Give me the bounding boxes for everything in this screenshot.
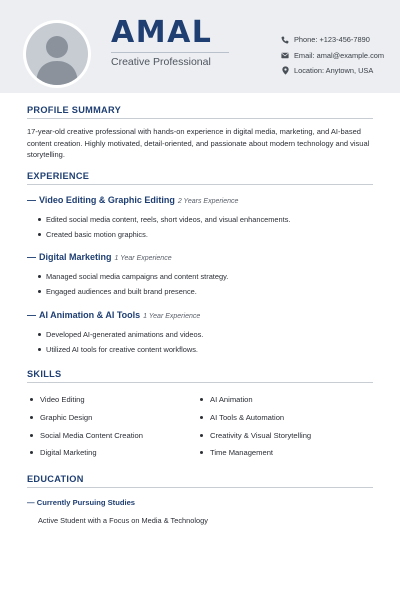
map-pin-icon bbox=[280, 66, 290, 76]
header-band bbox=[0, 0, 400, 93]
job-title-digital-marketing: — Digital Marketing 1 Year Experience bbox=[27, 252, 172, 262]
list-item: Utilized AI tools for creative content workflows. bbox=[38, 344, 203, 359]
envelope-icon bbox=[280, 50, 290, 60]
candidate-name: AMAL bbox=[111, 15, 213, 50]
list-item: Created basic motion graphics. bbox=[38, 229, 290, 244]
list-item: Social Media Content Creation bbox=[30, 430, 143, 448]
education-heading: EDUCATION bbox=[27, 474, 84, 484]
profile-summary-divider bbox=[27, 118, 373, 119]
skills-right-list bbox=[200, 394, 311, 465]
skills-heading: SKILLS bbox=[27, 369, 62, 379]
education-item-title-text: Currently Pursuing Studies bbox=[36, 498, 136, 507]
user-silhouette-icon bbox=[26, 23, 88, 85]
contact-location bbox=[280, 63, 384, 79]
profile-summary-text: 17-year-old creative professional with hands-on experience in digital media, marketing, and AI-based content creation. Highly motivated, detail-oriented, and passionate about modern technology and visual storytelling. bbox=[27, 127, 370, 159]
list-item: Edited social media content, reels, short videos, and visual enhancements. bbox=[38, 214, 290, 229]
skills-left-list bbox=[30, 394, 143, 465]
list-item: Video Editing bbox=[30, 394, 143, 412]
list-item: AI Animation bbox=[200, 394, 311, 412]
job-bullets-digital-marketing bbox=[38, 271, 228, 300]
job-title-video-editing: — Video Editing & Graphic Editing 2 Years Experience bbox=[27, 195, 239, 205]
list-item: Developed AI-generated animations and videos. bbox=[38, 329, 203, 344]
job-title-text: AI Animation & AI Tools bbox=[39, 310, 141, 320]
phone-icon bbox=[280, 35, 290, 45]
avatar bbox=[23, 20, 91, 88]
contact-phone bbox=[280, 32, 384, 48]
skills-divider bbox=[27, 382, 373, 383]
list-item: Creativity & Visual Storytelling bbox=[200, 430, 311, 448]
candidate-role: Creative Professional bbox=[111, 56, 211, 68]
list-item: Graphic Design bbox=[30, 412, 143, 430]
education-item-title: — Currently Pursuing Studies bbox=[27, 498, 136, 507]
job-title-ai-animation: — AI Animation & AI Tools 1 Year Experience bbox=[27, 310, 201, 320]
job-duration: 1 Year Experience bbox=[143, 313, 201, 320]
email-text: Email: amal@example.com bbox=[294, 50, 385, 60]
experience-heading: EXPERIENCE bbox=[27, 171, 90, 181]
list-item: Digital Marketing bbox=[30, 447, 143, 465]
contact-email bbox=[280, 48, 384, 64]
name-divider bbox=[111, 52, 229, 53]
phone-text: Phone: +123-456-7890 bbox=[294, 35, 370, 45]
list-item: Engaged audiences and built brand presence. bbox=[38, 286, 228, 301]
job-bullets-ai-animation bbox=[38, 329, 203, 358]
job-bullets-video-editing bbox=[38, 214, 290, 243]
experience-divider bbox=[27, 184, 373, 185]
list-item: Time Management bbox=[200, 447, 311, 465]
profile-summary-heading: PROFILE SUMMARY bbox=[27, 105, 121, 115]
contact-block bbox=[280, 32, 384, 79]
job-duration: 2 Years Experience bbox=[177, 198, 239, 205]
education-item-description: Active Student with a Focus on Media & Technology bbox=[38, 516, 208, 525]
job-duration: 1 Year Experience bbox=[114, 255, 172, 262]
list-item: AI Tools & Automation bbox=[200, 412, 311, 430]
education-divider bbox=[27, 487, 373, 488]
location-text: Location: Anytown, USA bbox=[294, 66, 374, 76]
job-title-text: Digital Marketing bbox=[39, 252, 112, 262]
job-title-text: Video Editing & Graphic Editing bbox=[39, 195, 175, 205]
list-item: Managed social media campaigns and content strategy. bbox=[38, 271, 228, 286]
